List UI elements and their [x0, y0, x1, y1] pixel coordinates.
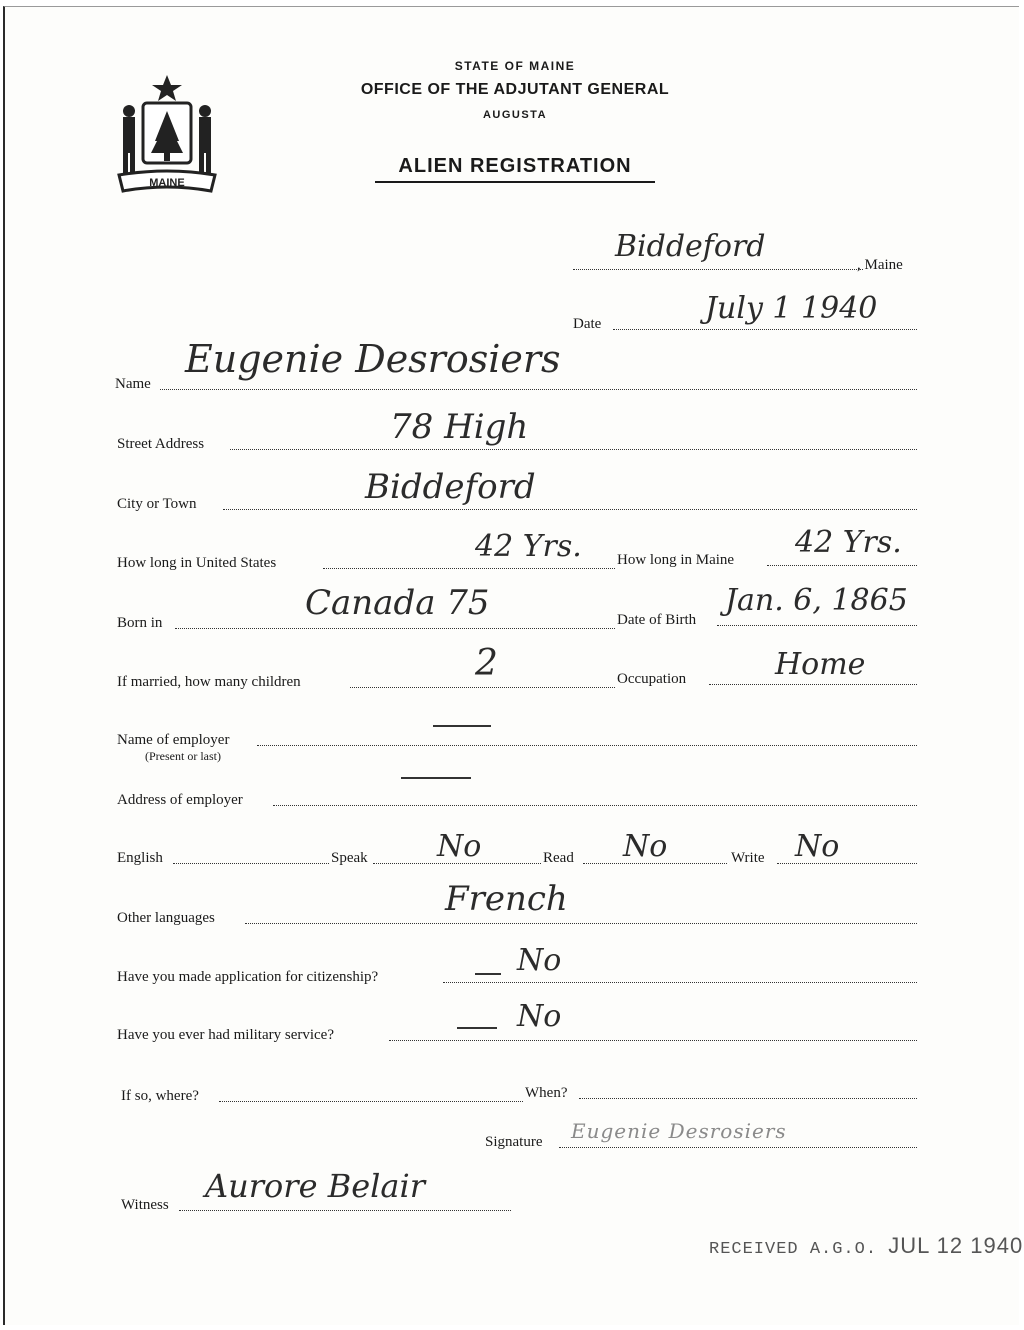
city-entry: Biddeford [365, 467, 536, 507]
occupation-entry: Home [775, 647, 866, 682]
employer-label: Name of employer [117, 732, 230, 748]
occupation-label: Occupation [617, 671, 687, 687]
name-label: Name [115, 376, 151, 392]
how-long-maine-line [767, 565, 917, 566]
employer-sublabel: (Present or last) [145, 749, 221, 763]
place-entry: Biddeford [615, 229, 766, 264]
write-label: Write [731, 850, 765, 866]
citizenship-line [443, 982, 917, 983]
maine-seal-icon [113, 71, 221, 201]
signature-label: Signature [485, 1134, 543, 1150]
military-entry: No [517, 999, 562, 1034]
citizenship-dash [475, 973, 501, 975]
date-entry: July 1 1940 [705, 291, 878, 326]
employer-address-dash [401, 777, 471, 779]
dob-entry: Jan. 6, 1865 [725, 583, 908, 618]
witness-line [179, 1210, 511, 1211]
english-label: English [117, 850, 163, 866]
employer-address-label: Address of employer [117, 792, 243, 808]
read-label: Read [543, 850, 574, 866]
children-entry: 2 [475, 643, 498, 684]
employer-dash [433, 725, 491, 727]
place-suffix: , Maine [857, 257, 903, 273]
citizenship-entry: No [517, 943, 562, 978]
form-sheet [3, 6, 1024, 1325]
city-label: City or Town [117, 496, 197, 512]
how-long-us-label: How long in United States [117, 555, 277, 571]
header-office: OFFICE OF THE ADJUTANT GENERAL [360, 81, 670, 98]
occupation-line [709, 684, 917, 685]
name-line [160, 389, 917, 390]
witness-entry: Aurore Belair [205, 1167, 425, 1205]
form-title: ALIEN REGISTRATION [375, 155, 655, 183]
where-line [219, 1101, 523, 1102]
received-stamp-date: JUL 12 1940 [888, 1233, 1024, 1258]
signature-entry: Eugenie Desrosiers [571, 1119, 787, 1143]
street-label: Street Address [117, 436, 205, 452]
dob-line [717, 625, 917, 626]
read-entry: No [623, 829, 668, 864]
born-in-entry: Canada 75 [305, 583, 490, 623]
received-stamp [709, 1233, 1023, 1259]
military-line [389, 1040, 917, 1041]
other-languages-label: Other languages [117, 910, 215, 926]
seal-banner-text: MAINE [149, 177, 185, 189]
speak-entry: No [437, 829, 482, 864]
when-label: When? [525, 1085, 568, 1101]
where-label: If so, where? [121, 1088, 199, 1104]
other-languages-line [245, 923, 917, 924]
born-in-line [175, 628, 615, 629]
name-entry: Eugenie Desrosiers [185, 337, 561, 381]
military-label: Have you ever had military service? [117, 1027, 334, 1043]
street-line [230, 449, 917, 450]
header-state: STATE OF MAINE [454, 59, 576, 73]
dob-label: Date of Birth [617, 612, 697, 628]
how-long-maine-label: How long in Maine [617, 552, 735, 568]
how-long-maine-entry: 42 Yrs. [795, 525, 902, 560]
how-long-us-line [323, 568, 615, 569]
received-stamp-label: RECEIVED A.G.O. [709, 1240, 878, 1259]
write-entry: No [795, 829, 840, 864]
military-dash [457, 1027, 497, 1029]
other-languages-entry: French [445, 879, 568, 919]
city-line [223, 509, 917, 510]
witness-label: Witness [121, 1197, 169, 1213]
header-city: AUGUSTA [482, 109, 548, 121]
children-label: If married, how many children [117, 674, 301, 690]
date-line [613, 329, 917, 330]
place-line [573, 269, 863, 270]
speak-label: Speak [331, 850, 368, 866]
children-line [350, 687, 615, 688]
english-line [173, 863, 329, 864]
how-long-us-entry: 42 Yrs. [475, 529, 582, 564]
signature-line [559, 1147, 917, 1148]
street-entry: 78 High [390, 407, 529, 447]
employer-address-line [273, 805, 917, 806]
citizenship-label: Have you made application for citizenship? [117, 969, 379, 985]
date-label: Date [573, 316, 602, 332]
born-in-label: Born in [117, 615, 163, 631]
when-line [579, 1098, 917, 1099]
employer-line [257, 745, 917, 746]
